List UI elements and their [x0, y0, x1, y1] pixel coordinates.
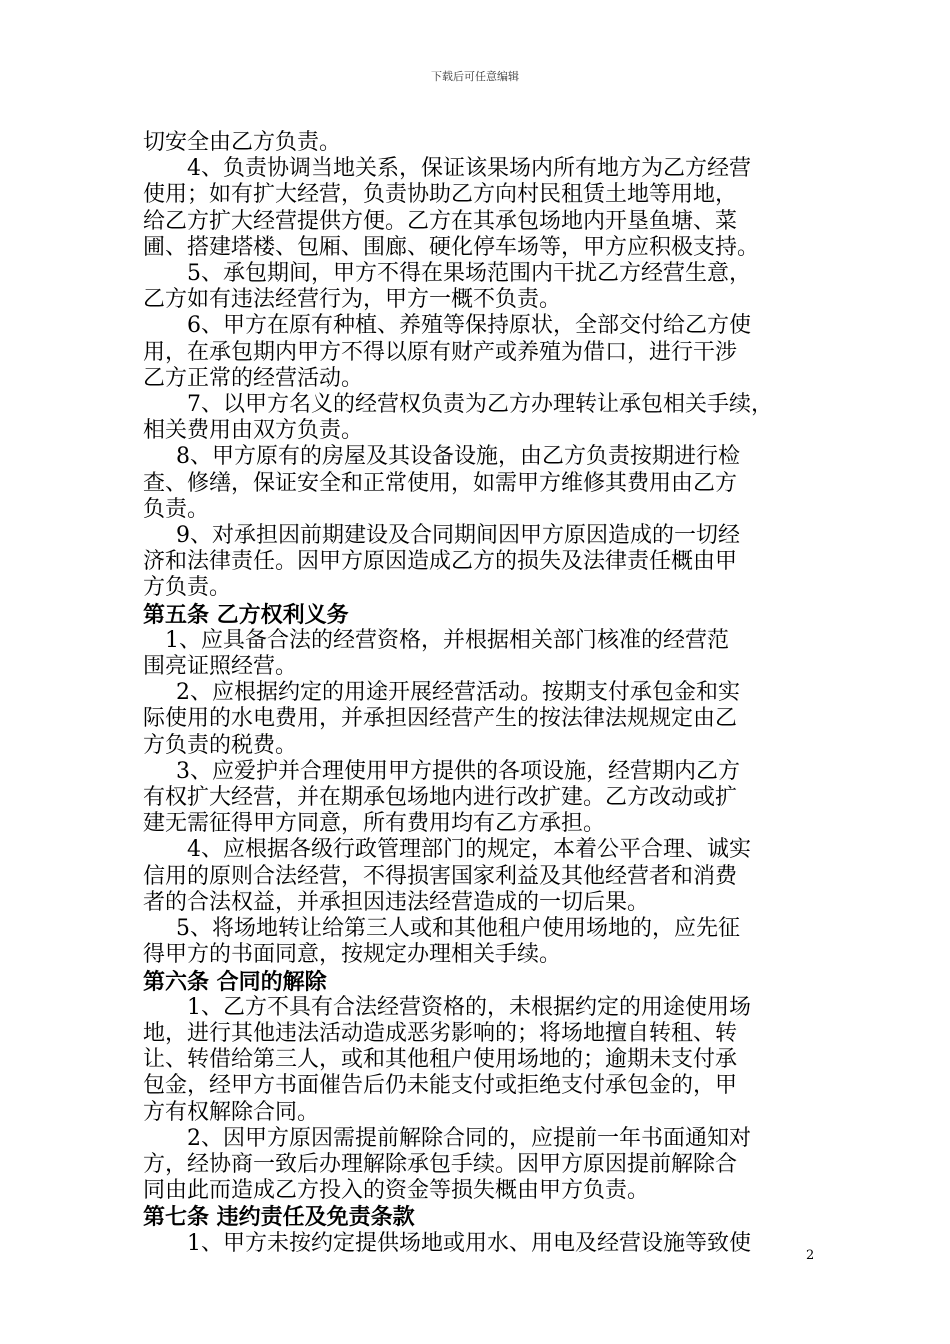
- page-header: 下载后可任意编辑: [431, 70, 519, 83]
- text-line: 给乙方扩大经营提供方便。乙方在其承包场地内开垦鱼塘、菜: [143, 208, 738, 234]
- text-line: 建无需征得甲方同意，所有费用均有乙方承担。: [143, 811, 606, 837]
- text-line: 包金，经甲方书面催告后仍未能支付或拒绝支付承包金的，甲: [143, 1073, 738, 1099]
- text-line: 地，进行其他违法活动造成恶劣影响的；将场地擅自转租、转: [143, 1020, 738, 1046]
- text-line: 方负责。: [143, 575, 232, 601]
- text-line: 9、对承担因前期建设及合同期间因甲方原因造成的一切经: [176, 523, 740, 549]
- text-line: 5、将场地转让给第三人或和其他租户使用场地的，应先征: [176, 916, 740, 942]
- text-line: 用，在承包期内甲方不得以原有财产或养殖为借口，进行干涉: [143, 339, 738, 365]
- text-line: 5、承包期间，甲方不得在果场范围内干扰乙方经营生意，: [187, 261, 751, 287]
- text-line: 乙方正常的经营活动。: [143, 365, 364, 391]
- text-line: 切安全由乙方负责。: [143, 130, 342, 155]
- text-line: 相关费用由双方负责。: [143, 418, 364, 444]
- text-line: 查、修缮，保证安全和正常使用，如需甲方维修其费用由乙方: [143, 470, 738, 496]
- text-line: 负责。: [143, 496, 210, 522]
- text-line: 1、应具备合法的经营资格，并根据相关部门核准的经营范: [165, 627, 729, 653]
- text-line: 方有权解除合同。: [143, 1099, 320, 1125]
- text-line: 圃、搭建塔楼、包厢、围廊、硬化停车场等，甲方应积极支持。: [143, 234, 760, 260]
- section-heading: 第七条 违约责任及免责条款: [143, 1204, 415, 1231]
- text-line: 4、应根据各级行政管理部门的规定，本着公平合理、诚实: [187, 837, 751, 863]
- text-line: 2、因甲方原因需提前解除合同的，应提前一年书面通知对: [187, 1125, 751, 1151]
- text-line: 者的合法权益，并承担因违法经营造成的一切后果。: [143, 889, 650, 915]
- text-line: 让、转借给第三人，或和其他租户使用场地的；逾期未支付承: [143, 1047, 738, 1073]
- section-heading: 第五条 乙方权利义务: [143, 601, 349, 628]
- text-line: 使用；如有扩大经营，负责协助乙方向村民租赁土地等用地，: [143, 182, 738, 208]
- text-line: 7、以甲方名义的经营权负责为乙方办理转让承包相关手续，: [187, 392, 773, 418]
- text-line: 4、负责协调当地关系，保证该果场内所有地方为乙方经营: [187, 156, 751, 182]
- text-line: 得甲方的书面同意，按规定办理相关手续。: [143, 942, 562, 968]
- text-line: 乙方如有违法经营行为，甲方一概不负责。: [143, 287, 562, 313]
- text-line: 济和法律责任。因甲方原因造成乙方的损失及法律责任概由甲: [143, 549, 738, 575]
- text-line: 1、乙方不具有合法经营资格的，未根据约定的用途使用场: [187, 994, 751, 1020]
- text-line: 方，经协商一致后办理解除承包手续。因甲方原因提前解除合: [143, 1151, 738, 1177]
- document-body: [143, 130, 831, 1257]
- text-line: 有权扩大经营，并在期承包场地内进行改扩建。乙方改动或扩: [143, 785, 738, 811]
- text-line: 方负责的税费。: [143, 732, 298, 758]
- text-line: 8、甲方原有的房屋及其设备设施，由乙方负责按期进行检: [176, 444, 740, 470]
- section-heading: 第六条 合同的解除: [143, 968, 327, 995]
- text-line: 际使用的水电费用，并承担因经营产生的按法律法规规定由乙: [143, 706, 738, 732]
- text-line: 2、应根据约定的用途开展经营活动。按期支付承包金和实: [176, 680, 740, 706]
- page-number: 2: [806, 1248, 815, 1263]
- text-line: 6、甲方在原有种植、养殖等保持原状，全部交付给乙方使: [187, 313, 751, 339]
- text-line: 信用的原则合法经营，不得损害国家利益及其他经营者和消费: [143, 863, 738, 889]
- text-line: 1、甲方未按约定提供场地或用水、用电及经营设施等致使: [187, 1230, 751, 1256]
- text-line: 同由此而造成乙方投入的资金等损失概由甲方负责。: [143, 1178, 650, 1204]
- text-line: 3、应爱护并合理使用甲方提供的各项设施，经营期内乙方: [176, 758, 740, 784]
- text-line: 围亮证照经营。: [143, 654, 298, 680]
